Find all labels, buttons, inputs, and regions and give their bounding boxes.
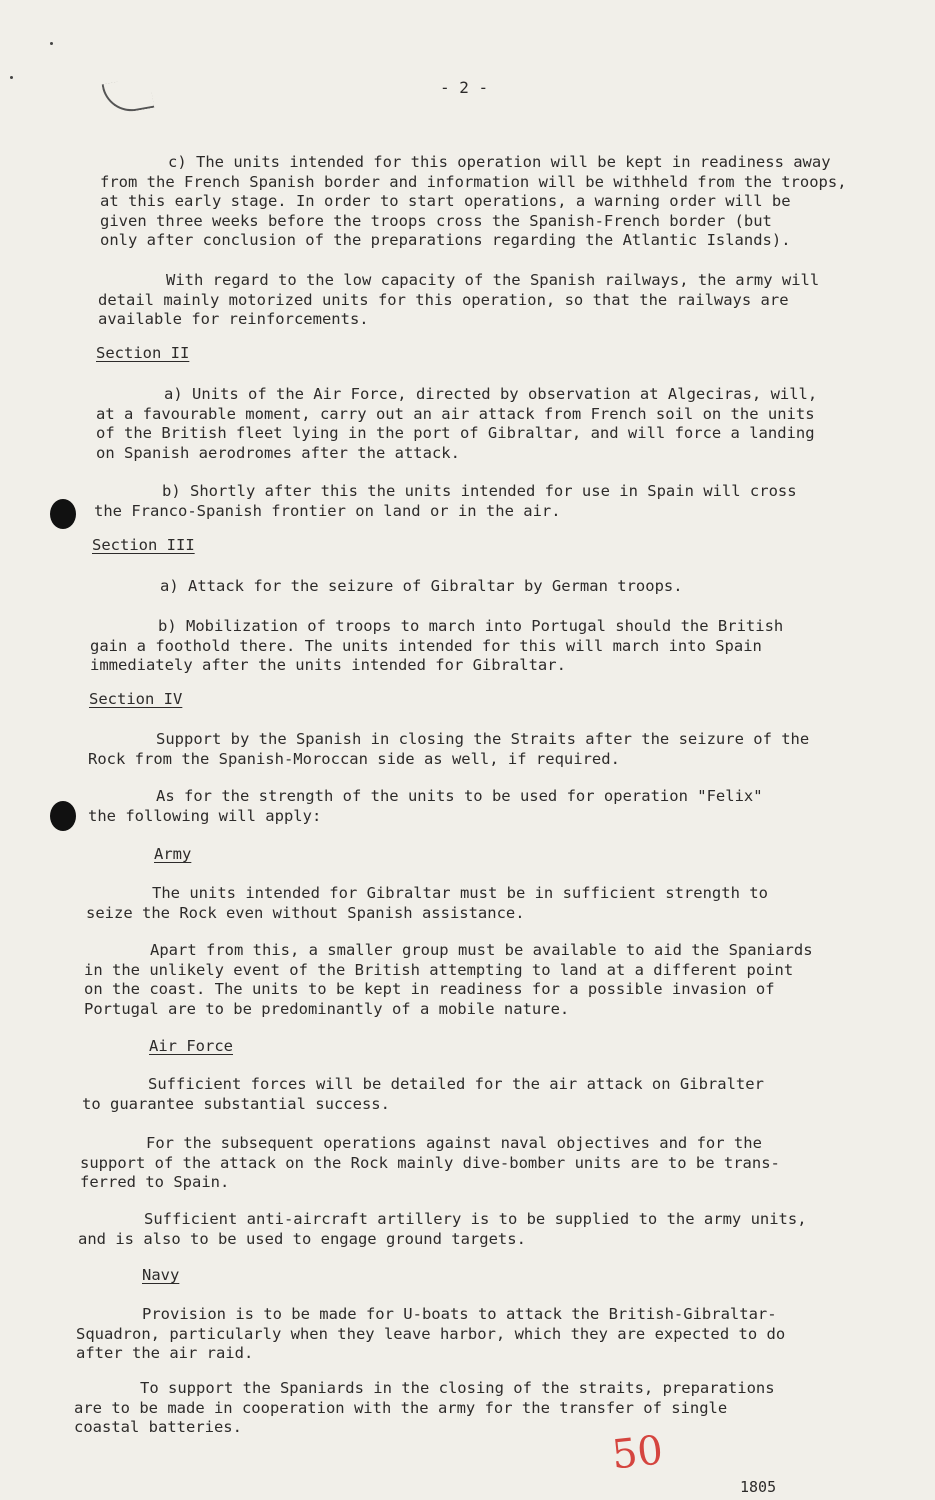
paragraph-army-1: The units intended for Gibraltar must be in sufficient strength to seize the Rock even without Spanish assistance. bbox=[86, 884, 768, 922]
archive-number: 1805 bbox=[740, 1478, 777, 1496]
punch-hole bbox=[50, 499, 76, 529]
paper-curl-mark bbox=[102, 76, 155, 116]
paragraph-railways: With regard to the low capacity of the Spanish railways, the army will detail mainly motorized units for this operation, so that the railways are available for reinforcements. bbox=[98, 271, 820, 328]
handwritten-page-number: 50 bbox=[609, 1427, 666, 1479]
paragraph-c: c) The units intended for this operation will be kept in readiness away from the French Spanish border and information will be withheld from the troops, at this early stage. In order to start operations, a warning order will be given three weeks before the troops cross the Spanish-French border (but only after conclusion of the preparations regarding the Atlantic Islands). bbox=[100, 153, 847, 249]
heading-army: Army bbox=[154, 845, 192, 863]
paragraph-navy-1: Provision is to be made for U-boats to attack the British-Gibraltar- Squadron, particularly when they leave harbor, which they are expected to do after the air raid. bbox=[76, 1305, 786, 1362]
heading-navy: Navy bbox=[142, 1266, 180, 1284]
heading-section-3: Section III bbox=[92, 536, 195, 554]
paragraph-navy-2: To support the Spaniards in the closing of the straits, preparations are to be made in cooperation with the army for the transfer of single coastal batteries. bbox=[74, 1379, 775, 1436]
page-number: - 2 - bbox=[440, 78, 489, 97]
paragraph-army-2: Apart from this, a smaller group must be available to aid the Spaniards in the unlikely event of the British attempting to land at a different point on the coast. The units to be kept in readiness for a possible invasion of Portugal are to be predominantly of a mobile nature. bbox=[84, 941, 813, 1018]
paragraph-section-2a: a) Units of the Air Force, directed by observation at Algeciras, will, at a favourable moment, carry out an air attack from French soil on the units of the British fleet lying in the port of Gibraltar, and will force a landing on Spanish aerodromes after the attack. bbox=[96, 385, 818, 462]
speck bbox=[50, 42, 53, 45]
heading-air-force: Air Force bbox=[149, 1037, 233, 1055]
paragraph-section-2b: b) Shortly after this the units intended for use in Spain will cross the Franco-Spanish frontier on land or in the air. bbox=[94, 482, 797, 520]
heading-section-2: Section II bbox=[96, 344, 190, 362]
paragraph-air-force-1: Sufficient forces will be detailed for the air attack on Gibralter to guarantee substantial success. bbox=[82, 1075, 764, 1113]
paragraph-air-force-3: Sufficient anti-aircraft artillery is to be supplied to the army units, and is also to be used to engage ground targets. bbox=[78, 1210, 807, 1248]
paragraph-section-3a: a) Attack for the seizure of Gibraltar by German troops. bbox=[160, 577, 683, 595]
paragraph-air-force-2: For the subsequent operations against naval objectives and for the support of the attack on the Rock mainly dive-bomber units are to be trans- ferred to Spain. bbox=[80, 1134, 780, 1191]
paragraph-section-3b: b) Mobilization of troops to march into Portugal should the British gain a foothold there. The units intended for this will march into Spain immediately after the units intended for Gibraltar. bbox=[90, 617, 784, 674]
paragraph-section-4: Support by the Spanish in closing the Straits after the seizure of the Rock from the Spanish-Moroccan side as well, if required. bbox=[88, 730, 810, 768]
speck bbox=[10, 76, 13, 79]
heading-section-4: Section IV bbox=[89, 690, 183, 708]
paragraph-strength: As for the strength of the units to be used for operation "Felix" the following will apply: bbox=[88, 787, 763, 825]
punch-hole bbox=[50, 801, 76, 831]
